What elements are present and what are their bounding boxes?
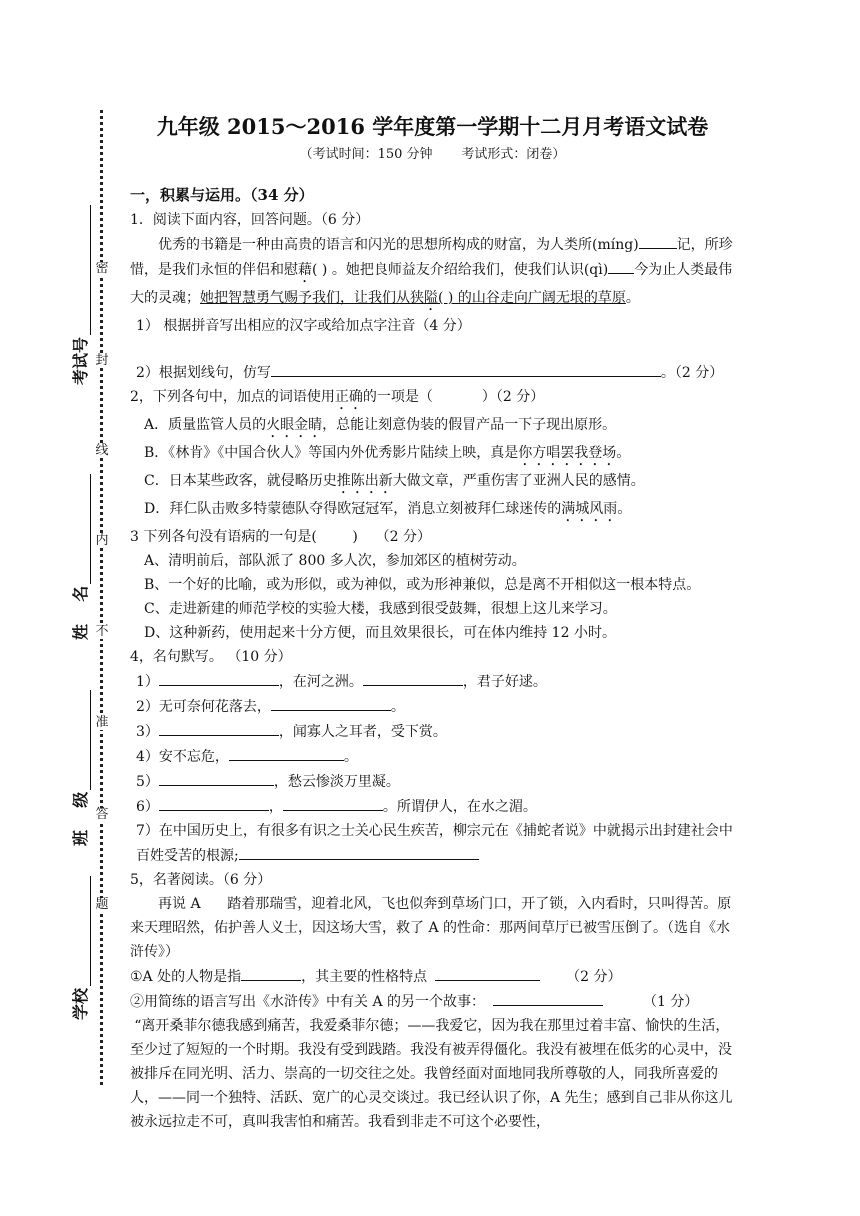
- q3-option-c: C、走进新建的师范学校的实验大楼，我感到很受鼓舞，很想上这儿来学习。: [144, 601, 617, 617]
- q4-line-7: 7）在中国历史上，有很多有识之士关心民生疾苦，柳宗元在《捕蛇者说》中就揭示出封建社会中百姓受苦的根源;: [136, 823, 733, 864]
- q5-stem: 5，名著阅读。（6 分）: [130, 872, 272, 888]
- q4-blank-7[interactable]: [239, 843, 479, 860]
- exam-body: [130, 112, 735, 1134]
- q5-blank-character[interactable]: [241, 964, 301, 981]
- school-line: [72, 876, 91, 986]
- q5-sub2: ②用简练的语言写出《水浒传》中有关 A 的另一个故事： （1 分）: [130, 989, 735, 1014]
- q4-blank-6b[interactable]: [283, 794, 383, 811]
- q1-sub2: 2）根据划线句，仿写 。（2 分）: [130, 360, 735, 385]
- seal-char-mi: 密: [93, 262, 111, 276]
- q5-passage-2: “离开桑菲尔德我感到痛苦，我爱桑菲尔德；——我爱它，因为我在那里过着丰富、愉快的生活，至少过了短短的一个时期。我没有受到践踏。我没有被弄得僵化。我没有被埋在低劣的心灵中，没被排斥在同光明、活力、崇高的一切交往之处。我曾经面对面地同我所尊敬的人，同我所喜爱的人，——同一个独特、活跃、宽广的心灵交谈过。我已经认识了你，A 先生；感到自己非从你这儿被永远拉走不可，真叫我害怕和痛苦。我看到非走不可这个必要性，: [130, 1018, 733, 1130]
- q4-blank-6a[interactable]: [159, 794, 269, 811]
- q4-blank-4[interactable]: [229, 744, 344, 761]
- q4-line-6: 6） ， 。所谓伊人，在水之湄。: [130, 794, 735, 819]
- q2-option-a: A．质量监管人员的火眼金睛，总能让刻意伪装的假冒产品一下子现出原形。: [144, 417, 617, 433]
- seal-char-bu: 不: [93, 625, 111, 639]
- q4-blank-2[interactable]: [271, 694, 391, 711]
- q4-line-1: 1） ，在河之洲。 ，君子好逑。: [130, 669, 735, 694]
- q4-blank-5[interactable]: [159, 769, 274, 786]
- seal-char-zhun: 准: [93, 716, 111, 730]
- name-label: 姓 名: [71, 585, 90, 640]
- section-heading: 一，积累与运用。（34 分）: [130, 186, 314, 204]
- q1-blank-qi[interactable]: [608, 257, 634, 274]
- q1-blank-ming[interactable]: [639, 232, 677, 249]
- q3-option-d: D、这种新药，使用起来十分方便，而且效果很长，可在体内维持 12 小时。: [144, 625, 616, 641]
- q4-line-3: 3） ，闻寡人之耳者，受下赏。: [130, 719, 735, 744]
- q5-sub1: ①A 处的人物是指 ，其主要的性格特点 （2 分）: [130, 964, 735, 989]
- q3-option-b: B、一个好的比喻，或为形似，或为神似，或为形神兼似，总是离不开相似这一根本特点。: [144, 577, 701, 593]
- seal-dotted-line: [100, 110, 103, 1085]
- q1-imitation-blank[interactable]: [271, 360, 661, 377]
- q4-line-5: 5） ，愁云惨淡万里凝。: [130, 769, 735, 794]
- exam-info: （考试时间：150 分钟 考试形式：闭卷）: [299, 147, 566, 162]
- seal-char-ti: 题: [93, 898, 111, 912]
- q1-passage: 优秀的书籍是一种由高贵的语言和闪光的思想所构成的财富，为人类所(míng) 记，所珍惜，是我们永恒的伴侣和慰藉( ) 。她把良师益友介绍给我们，使我们认识(qì) 今为止人类最伟大的灵魂；她把智慧勇气赐予我们，让我们从狭隘( ) 的山谷走向广阔无垠的草原。: [130, 232, 735, 314]
- class-line: [72, 690, 91, 790]
- q2-option-c: C．日本某些政客，就侵略历史推陈出新大做文章，严重伤害了亚洲人民的感情。: [144, 473, 645, 489]
- class-label: 班 级: [71, 791, 90, 846]
- q2-option-d: D．拜仁队击败多特蒙德队夺得欧冠冠军，消息立刻被拜仁球迷传的满城风雨。: [144, 501, 632, 517]
- q2-stem: 2，下列各句中，加点的词语使用正确的一项是（ ）（2 分）: [130, 389, 545, 405]
- q2-option-b: B．《林肯》《中国合伙人》等国内外优秀影片陆续上映，真是你方唱罢我登场。: [144, 445, 631, 461]
- q4-line-2: 2）无可奈何花落去， 。: [130, 694, 735, 719]
- q4-blank-1a[interactable]: [159, 669, 279, 686]
- seal-char-feng: 封: [93, 354, 111, 368]
- q3-option-a: A、清明前后，部队派了 800 多人次，参加郊区的植树劳动。: [144, 553, 526, 569]
- exam-number-label: 考试号: [71, 336, 90, 385]
- seal-char-nei: 内: [93, 534, 111, 548]
- q3-stem: 3 下列各句没有语病的一句是( ) （2 分）: [130, 529, 432, 545]
- q4-blank-1b[interactable]: [363, 669, 463, 686]
- q5-blank-trait[interactable]: [435, 964, 540, 981]
- q1-sub1: 1） 根据拼音写出相应的汉字或给加点字注音（4 分）: [136, 318, 471, 334]
- seal-char-xian: 线: [93, 444, 111, 458]
- q4-blank-3[interactable]: [159, 719, 279, 736]
- q1-stem: 1．阅读下面内容，回答问题。（6 分）: [130, 212, 370, 228]
- q4-stem: 4，名句默写。 （10 分）: [130, 649, 292, 665]
- q5-blank-story[interactable]: [493, 989, 603, 1006]
- school-label: 学校: [71, 987, 90, 1020]
- name-line: [72, 474, 91, 584]
- seal-char-da: 答: [93, 808, 111, 822]
- page-title: 九年级 2015～2016 学年度第一学期十二月月考语文试卷: [156, 114, 709, 139]
- q5-passage-1: 再说 A 踏着那瑞雪，迎着北风，飞也似奔到草场门口，开了锁，入内看时，只叫得苦。原来天理昭然，佑护善人义士，因这场大雪，救了 A 的性命：那两间草厅已被雪压倒了。（选自《水浒传》）: [130, 896, 732, 960]
- exam-number-line: [72, 205, 91, 335]
- q4-line-4: 4）安不忘危， 。: [130, 744, 735, 769]
